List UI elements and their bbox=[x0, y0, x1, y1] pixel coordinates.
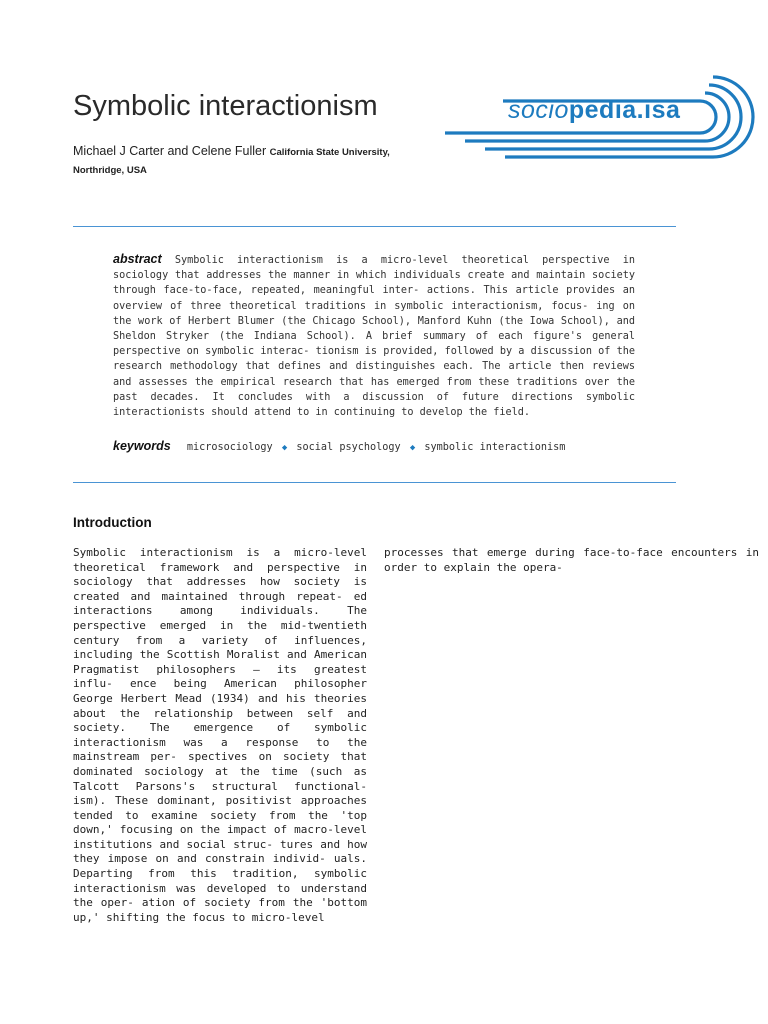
diamond-bullet-icon: ◆ bbox=[281, 443, 288, 453]
diamond-bullet-icon: ◆ bbox=[409, 443, 416, 453]
body-column-left: Symbolic interactionism is a micro-level theoretical framework and perspective in sociology that addresses how society is created and maintained through repeat- ed interactions among individuals. The perspective emerged in the mid-twentieth century from a variety of influences, including the Scottish Moralist and American Pragmatist philosophers — its greatest influ- ence being American philosopher George Herbert Mead (1934) and his theories about the relationship between self and society. The emergence of symbolic interactionism was a response to the mainstream per- spectives on society that dominated sociology at the time (such as Talcott Parsons's structural functional- ism). These dominant, positivist approaches tended to examine society from the 'top down,' focusing on the impact of macro-level institutions and social struc- tures and how they impose on and constrain individ- uals. Departing from this tradition, symbolic interactionism was developed to understand the oper- ation of society from the 'bottom up,' shifting the focus to micro-level bbox=[73, 546, 367, 924]
logo-text-isa: .isa bbox=[636, 96, 681, 124]
author-names: Michael J Carter and Celene Fuller bbox=[73, 144, 267, 158]
abstract-label: abstract bbox=[113, 252, 162, 266]
logo-text-pedia: pedia bbox=[568, 96, 637, 124]
keywords-block bbox=[113, 439, 673, 453]
keyword-item: social psychology bbox=[296, 442, 401, 453]
author-affiliation: California State University, Northridge, USA bbox=[73, 147, 390, 176]
bottom-divider bbox=[73, 482, 676, 483]
keywords-label: keywords bbox=[113, 439, 171, 453]
keyword-item: microsociology bbox=[186, 442, 273, 453]
section-heading-introduction: Introduction bbox=[73, 515, 152, 530]
body-column-right: processes that emerge during face-to-face encounters in order to explain the opera- bbox=[384, 546, 759, 574]
abstract-text: Symbolic interactionism is a micro-level theoretical perspective in sociology that addresses the manner in which individuals create and maintain society through face-to-face, repeated, meaningful inter- actions. This article provides an overview of three theoretical traditions in symbolic interactionism, focus- ing on the work of Herbert Blumer (the Chicago School), Manford Kuhn (the Iowa School), and Sheldon Stryker (the Indiana School). A brief summary of each figure's general perspective on symbolic interac- tionism is provided, followed by a discussion of the research methodology that defines and distinguishes each. The article then reviews and assesses the empirical research that has emerged from these traditions over the past decades. It concludes with a discussion of future directions symbolic interactionists should attend to in continuing to develop the field. bbox=[113, 255, 635, 419]
abstract-block bbox=[113, 252, 635, 420]
logo-text-socio: socio bbox=[508, 96, 569, 124]
sociopedia-logo bbox=[508, 96, 680, 125]
keyword-item: symbolic interactionism bbox=[424, 442, 566, 453]
top-divider bbox=[73, 226, 676, 227]
author-line bbox=[73, 143, 433, 179]
article-title: Symbolic interactionism bbox=[73, 90, 378, 122]
